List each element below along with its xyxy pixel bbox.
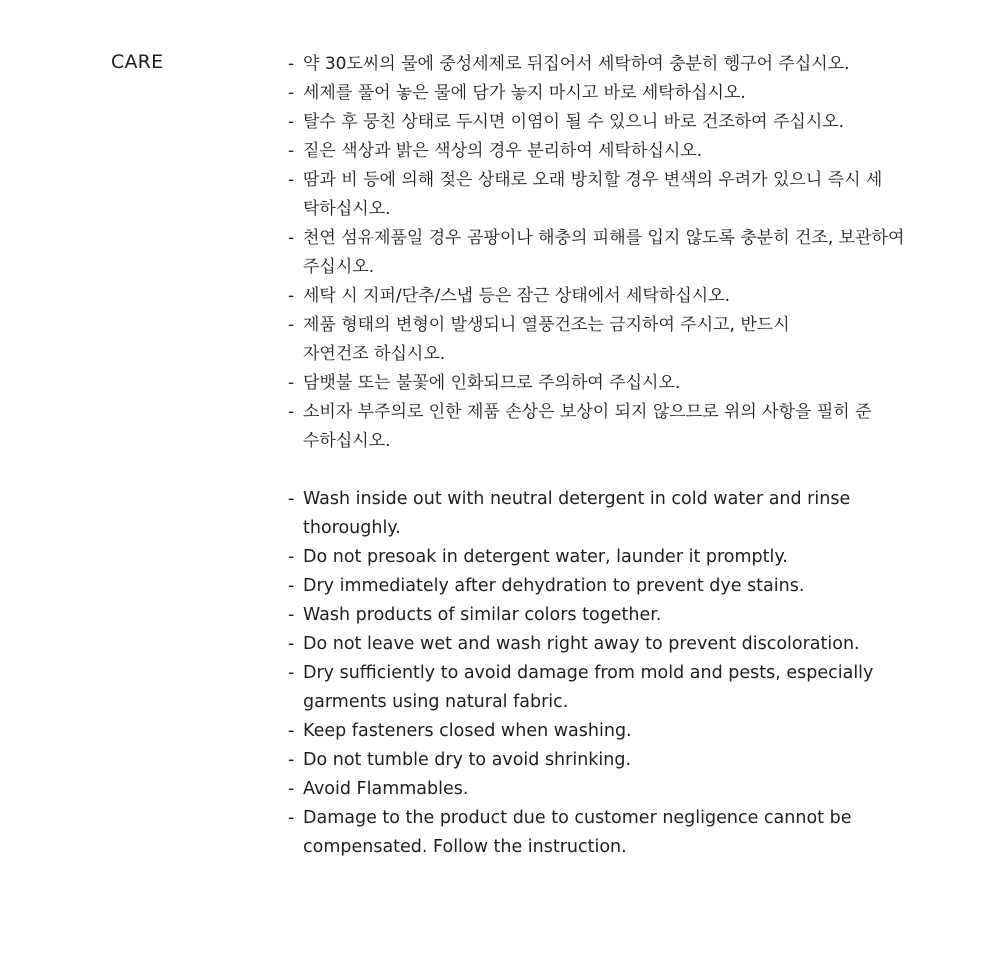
bullet-dash: - (288, 315, 295, 335)
list-item (288, 369, 948, 398)
bullet-dash: - (288, 83, 295, 103)
bullet-dash: - (288, 54, 295, 74)
list-item (288, 775, 948, 804)
instruction-text: 천연 섬유제품일 경우 곰팡이나 해충의 피해를 입지 않도록 충분히 건조, 보관하여 주십시오. (303, 228, 905, 277)
instruction-text: 땀과 비 등에 의해 젖은 상태로 오래 방치할 경우 변색의 우려가 있으니 즉시 세탁하십시오. (303, 170, 883, 219)
english-care-list (288, 485, 948, 862)
instruction-text: Wash products of similar colors together. (303, 605, 662, 625)
list-item (288, 108, 948, 137)
instruction-text: Do not presoak in detergent water, launder it promptly. (303, 547, 788, 567)
instruction-text: Dry sufficiently to avoid damage from mold and pests, especially garments using natural fabric. (303, 663, 874, 712)
instruction-text: Dry immediately after dehydration to prevent dye stains. (303, 576, 805, 596)
instruction-text: Wash inside out with neutral detergent in cold water and rinse thoroughly. (303, 489, 851, 538)
bullet-dash: - (288, 547, 295, 567)
instruction-text: 세탁 시 지퍼/단추/스냅 등은 잠근 상태에서 세탁하십시오. (303, 286, 730, 306)
list-item (288, 166, 893, 224)
list-item (288, 717, 948, 746)
bullet-dash: - (288, 489, 295, 509)
list-item (288, 311, 803, 369)
bullet-dash: - (288, 808, 295, 828)
instruction-text: Damage to the product due to customer negligence cannot be compensated. Follow the instruction. (303, 808, 852, 857)
bullet-dash: - (288, 402, 295, 422)
korean-care-list (288, 50, 948, 456)
instruction-text: Do not tumble dry to avoid shrinking. (303, 750, 632, 770)
bullet-dash: - (288, 141, 295, 161)
instruction-text: 약 30도씨의 물에 중성세제로 뒤집어서 세탁하여 충분히 헹구어 주십시오. (303, 54, 850, 74)
bullet-dash: - (288, 170, 295, 190)
bullet-dash: - (288, 576, 295, 596)
bullet-dash: - (288, 721, 295, 741)
bullet-dash: - (288, 112, 295, 132)
list-item (288, 137, 948, 166)
list-item (288, 572, 948, 601)
list-item (288, 50, 948, 79)
bullet-dash: - (288, 605, 295, 625)
list-item (288, 630, 948, 659)
instruction-text: 담뱃불 또는 불꽃에 인화되므로 주의하여 주십시오. (303, 373, 681, 393)
instruction-text: Do not leave wet and wash right away to prevent discoloration. (303, 634, 860, 654)
instruction-text: 세제를 풀어 놓은 물에 담가 놓지 마시고 바로 세탁하십시오. (303, 83, 746, 103)
bullet-dash: - (288, 286, 295, 306)
instruction-text: 탈수 후 뭉친 상태로 두시면 이염이 될 수 있으니 바로 건조하여 주십시오. (303, 112, 845, 132)
list-item (288, 601, 948, 630)
list-item (288, 79, 948, 108)
list-item (288, 398, 883, 456)
bullet-dash: - (288, 634, 295, 654)
instruction-text: 소비자 부주의로 인한 제품 손상은 보상이 되지 않으므로 위의 사항을 필히 준수하십시오. (303, 402, 872, 451)
bullet-dash: - (288, 750, 295, 770)
list-item (288, 746, 948, 775)
bullet-dash: - (288, 373, 295, 393)
instruction-text: Avoid Flammables. (303, 779, 469, 799)
instruction-text: 짙은 색상과 밝은 색상의 경우 분리하여 세탁하십시오. (303, 141, 703, 161)
list-item (288, 485, 863, 543)
list-item (288, 543, 948, 572)
list-item (288, 659, 948, 717)
bullet-dash: - (288, 779, 295, 799)
bullet-dash: - (288, 228, 295, 248)
instruction-text: Keep fasteners closed when washing. (303, 721, 632, 741)
list-item (288, 804, 913, 862)
bullet-dash: - (288, 663, 295, 683)
list-item (288, 224, 908, 282)
instruction-text: 제품 형태의 변형이 발생되니 열풍건조는 금지하여 주시고, 반드시 자연건조 하십시오. (303, 315, 790, 364)
care-heading: CARE (111, 51, 164, 73)
list-item (288, 282, 948, 311)
